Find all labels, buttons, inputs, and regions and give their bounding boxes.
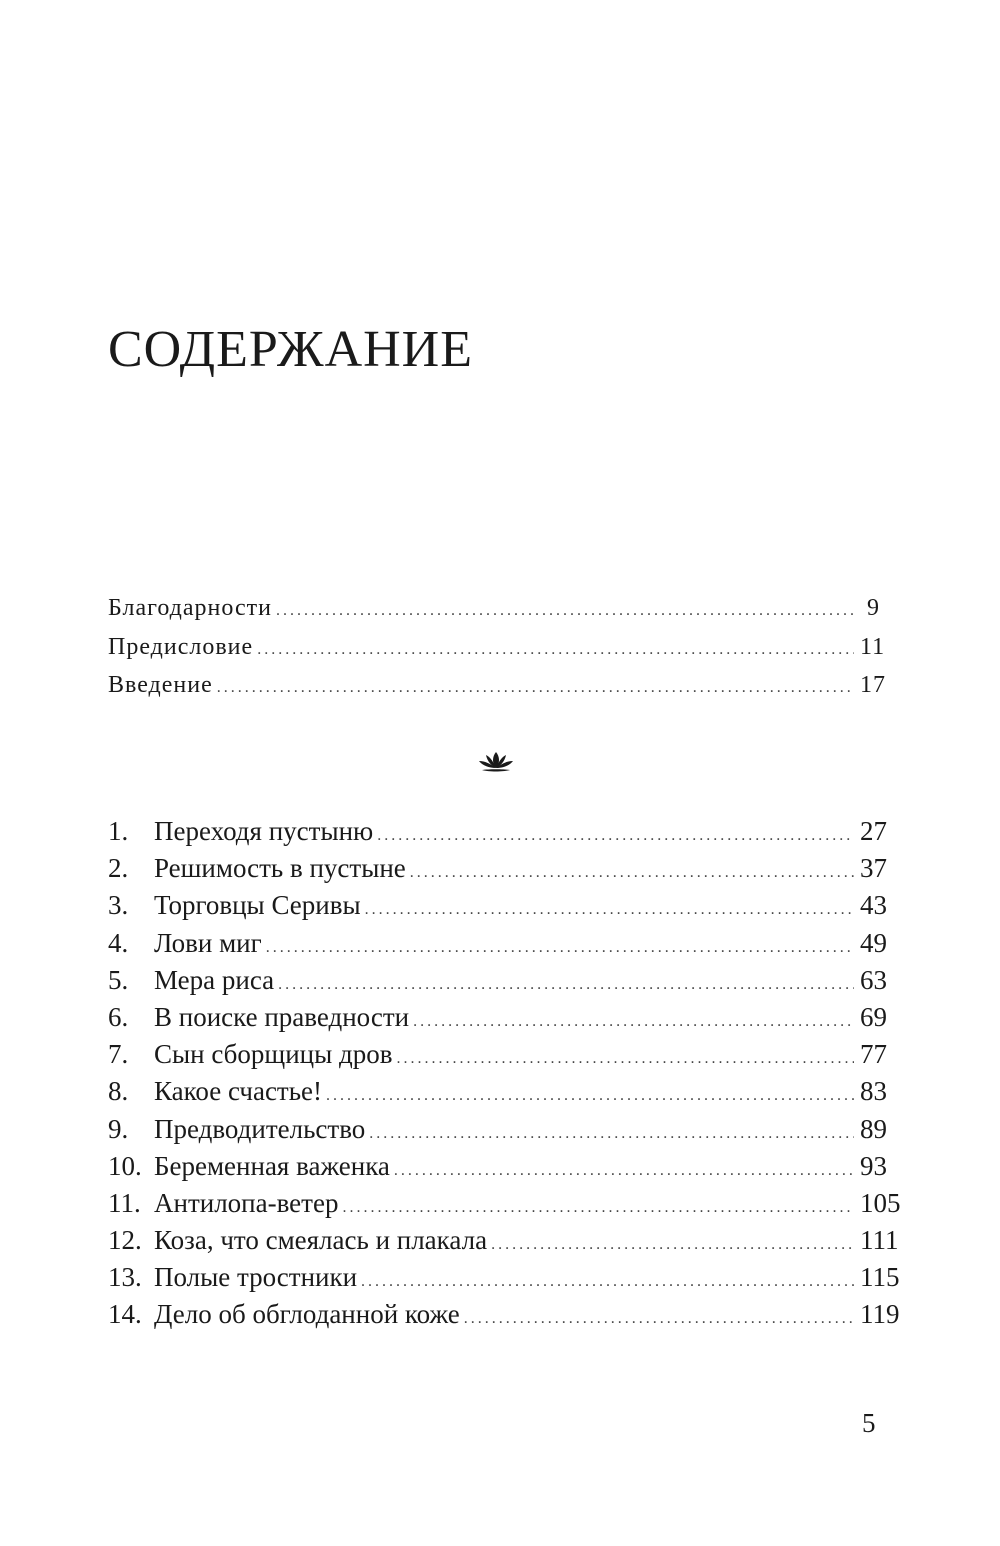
toc-entry-label: Предводительство <box>154 1113 366 1144</box>
toc-entry-label: Лови миг <box>154 927 262 958</box>
toc-entry <box>108 1259 900 1296</box>
toc-entry-label: Благодарности <box>108 595 272 621</box>
toc-entry-page: 77 <box>860 1039 887 1070</box>
chapter-number: 13. <box>108 1262 142 1293</box>
toc-entry-page: 9 <box>867 595 880 621</box>
toc-entry <box>108 1111 887 1148</box>
chapter-number: 11. <box>108 1187 141 1218</box>
dot-leader <box>365 891 854 928</box>
toc-entry-page: 111 <box>860 1225 899 1256</box>
chapter-number: 7. <box>108 1039 129 1070</box>
toc-entry <box>108 887 887 924</box>
dot-leader <box>491 1226 854 1263</box>
toc-entry-label: Антилопа-ветер <box>154 1187 339 1218</box>
dot-leader <box>464 1300 854 1337</box>
toc-entry <box>108 962 887 999</box>
toc-entry-page: 17 <box>860 672 886 698</box>
toc-entry <box>108 1073 887 1110</box>
toc-entry-label: Переходя пустыню <box>154 816 374 846</box>
toc-entry-label: В поиске праведности <box>154 1001 410 1032</box>
page-number: 5 <box>862 1408 876 1438</box>
toc-entry <box>108 1148 887 1185</box>
chapter-number: 10. <box>108 1150 142 1181</box>
toc-entry-label: Беременная важенка <box>154 1150 390 1181</box>
dot-leader <box>257 631 854 668</box>
dot-leader <box>326 1077 854 1114</box>
page-title: СОДЕРЖАНИЕ <box>108 321 473 378</box>
toc-entry-label: Торговцы Серивы <box>154 890 361 921</box>
toc-entry-page: 43 <box>860 890 887 921</box>
toc-entry <box>108 1296 900 1333</box>
toc-entry <box>108 999 887 1036</box>
toc-entry <box>108 590 880 629</box>
toc-entry-label: Мера риса <box>154 964 275 995</box>
dot-leader <box>369 1115 854 1152</box>
toc-entry <box>108 667 886 706</box>
chapter-number: 9. <box>108 1113 129 1144</box>
toc-entry <box>108 629 886 668</box>
chapter-list <box>108 813 901 1334</box>
toc-entry-page: 105 <box>860 1187 901 1218</box>
toc-entry-label: Коза, что смеялась и плакала <box>154 1225 488 1256</box>
toc-entry-page: 49 <box>860 927 887 958</box>
chapter-number: 6. <box>108 1001 129 1032</box>
lotus-icon <box>476 750 516 774</box>
dot-leader <box>266 929 854 966</box>
chapter-number: 5. <box>108 964 129 995</box>
toc-entry <box>108 813 887 850</box>
dot-leader <box>276 592 854 629</box>
toc-entry-label: Решимость в пустыне <box>154 853 406 884</box>
toc-entry-page: 93 <box>860 1150 887 1181</box>
dot-leader <box>342 1189 854 1226</box>
toc-entry-page: 83 <box>860 1076 887 1107</box>
toc-entry-label: Сын сборщицы дров <box>154 1039 393 1070</box>
toc-entry <box>108 1222 899 1259</box>
chapter-number: 2. <box>108 853 129 884</box>
dot-leader <box>361 1263 854 1300</box>
toc-entry-page: 119 <box>860 1299 900 1330</box>
dot-leader <box>394 1152 854 1189</box>
toc-entry-page: 69 <box>860 1001 887 1032</box>
chapter-number: 12. <box>108 1225 142 1256</box>
toc-entry <box>108 1036 887 1073</box>
front-matter-list <box>108 590 886 706</box>
dot-leader <box>217 669 854 706</box>
dot-leader <box>396 1040 854 1077</box>
toc-entry-label: Дело об обглоданной коже <box>154 1299 460 1330</box>
toc-entry-label: Введение <box>108 672 213 698</box>
dot-leader <box>410 854 854 891</box>
chapter-number: 8. <box>108 1076 129 1107</box>
toc-entry <box>108 850 887 887</box>
toc-entry-label: Какое счастье! <box>154 1076 323 1107</box>
toc-entry-page: 63 <box>860 964 887 995</box>
dot-leader <box>278 966 854 1003</box>
toc-entry-label: Полые тростники <box>154 1262 358 1293</box>
toc-entry-page: 115 <box>860 1262 900 1293</box>
toc-entry-page: 27 <box>860 816 887 846</box>
dot-leader <box>413 1003 854 1040</box>
toc-entry <box>108 925 887 962</box>
dot-leader <box>377 817 854 854</box>
chapter-number: 3. <box>108 890 129 921</box>
chapter-number: 1. <box>108 816 129 846</box>
toc-entry-page: 11 <box>860 633 886 660</box>
chapter-number: 14. <box>108 1299 142 1330</box>
toc-entry-page: 37 <box>860 853 887 884</box>
chapter-number: 4. <box>108 927 129 958</box>
toc-entry <box>108 1185 901 1222</box>
toc-entry-page: 89 <box>860 1113 887 1144</box>
toc-entry-label: Предисловие <box>108 633 254 660</box>
